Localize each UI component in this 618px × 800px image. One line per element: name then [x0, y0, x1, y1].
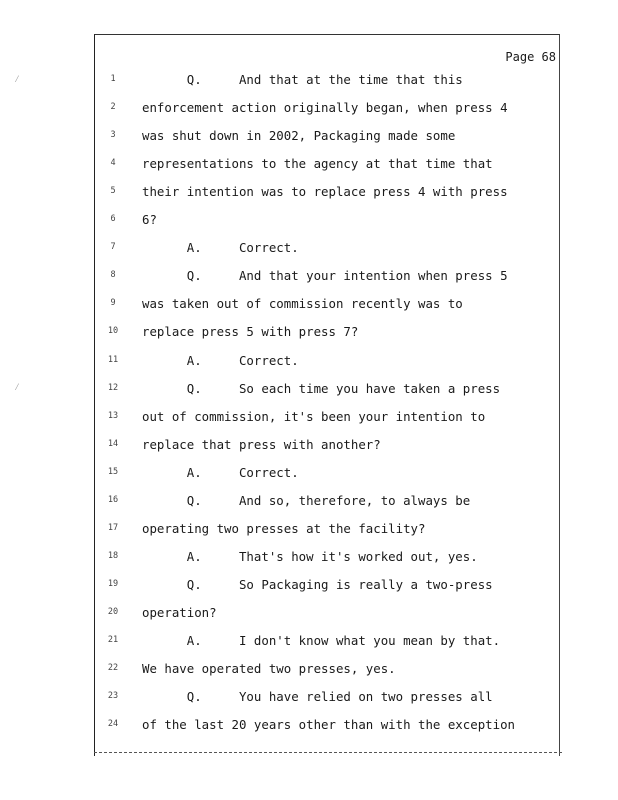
line-text: 6?	[142, 212, 157, 228]
line-text: was shut down in 2002, Packaging made some	[142, 128, 456, 144]
transcript-line	[0, 353, 618, 371]
line-text: Q. So each time you have taken a press	[142, 380, 501, 396]
line-number: 21	[107, 635, 119, 645]
transcript-line	[0, 633, 618, 651]
line-number: 12	[107, 382, 119, 393]
line-text: out of commission, it's been your intention to	[142, 408, 486, 424]
transcript-line	[0, 521, 618, 539]
line-number: 11	[107, 354, 119, 365]
line-text: A. Correct.	[142, 240, 299, 256]
line-text: replace that press with another?	[142, 436, 381, 452]
transcript-line	[0, 549, 618, 567]
transcript-line	[0, 577, 618, 595]
line-number: 5	[110, 186, 116, 197]
line-text: of the last 20 years other than with the exception	[142, 717, 515, 733]
line-number: 7	[110, 242, 116, 253]
line-number: 6	[110, 214, 116, 225]
line-number: 2	[110, 102, 116, 113]
line-text: We have operated two presses, yes.	[142, 661, 396, 677]
line-number: 3	[110, 130, 116, 141]
transcript-line	[0, 100, 618, 118]
line-text: replace press 5 with press 7?	[142, 324, 359, 340]
bottom-rule	[94, 752, 562, 753]
line-number: 13	[107, 410, 119, 421]
line-text: Q. So Packaging is really a two-press	[142, 576, 493, 592]
line-text: A. Correct.	[142, 464, 299, 480]
line-number: 14	[107, 438, 119, 449]
line-number: 1	[110, 74, 116, 84]
line-text: was taken out of commission recently was to	[142, 296, 463, 312]
line-number: 18	[107, 550, 119, 561]
transcript-line	[0, 661, 618, 679]
line-number: 19	[107, 578, 119, 589]
transcript-line	[0, 465, 618, 483]
transcript-line	[0, 493, 618, 511]
line-number: 16	[107, 494, 119, 505]
margin-mark: ⁄	[14, 382, 21, 393]
line-number: 24	[107, 719, 119, 730]
line-text: Q. And so, therefore, to always be	[142, 492, 471, 508]
transcript-line	[0, 240, 618, 258]
transcript-line	[0, 72, 618, 90]
line-text: operating two presses at the facility?	[142, 520, 426, 536]
line-text: their intention was to replace press 4 with press	[142, 184, 508, 200]
transcript-line	[0, 437, 618, 455]
transcript-line	[0, 268, 618, 286]
line-number: 9	[110, 298, 116, 309]
transcript-line	[0, 381, 618, 399]
line-text: Q. You have relied on two presses all	[142, 689, 493, 705]
transcript-line	[0, 156, 618, 174]
line-text: operation?	[142, 604, 217, 620]
transcript-line	[0, 605, 618, 623]
line-text: Q. And that your intention when press 5	[142, 268, 508, 284]
line-number: 22	[107, 663, 119, 674]
line-number: 15	[107, 466, 119, 477]
transcript-line	[0, 717, 618, 735]
line-text: enforcement action originally began, when press 4	[142, 100, 508, 116]
line-number: 20	[107, 606, 119, 617]
transcript-line	[0, 184, 618, 202]
line-number: 8	[110, 270, 116, 281]
transcript-line	[0, 324, 618, 342]
line-text: A. Correct.	[142, 352, 299, 368]
transcript-line	[0, 212, 618, 230]
line-number: 17	[107, 522, 119, 533]
transcript-line	[0, 128, 618, 146]
page-number: Page 68	[505, 50, 556, 64]
transcript-line	[0, 409, 618, 427]
transcript-line	[0, 689, 618, 707]
line-text: A. That's how it's worked out, yes.	[142, 548, 478, 564]
line-number: 23	[107, 691, 119, 702]
line-text: representations to the agency at that time that	[142, 156, 493, 172]
line-number: 10	[107, 326, 119, 337]
line-number: 4	[110, 158, 116, 169]
line-text: Q. And that at the time that this	[142, 72, 463, 87]
line-text: A. I don't know what you mean by that.	[142, 633, 501, 648]
transcript-line	[0, 296, 618, 314]
margin-mark: ⁄	[14, 74, 21, 85]
